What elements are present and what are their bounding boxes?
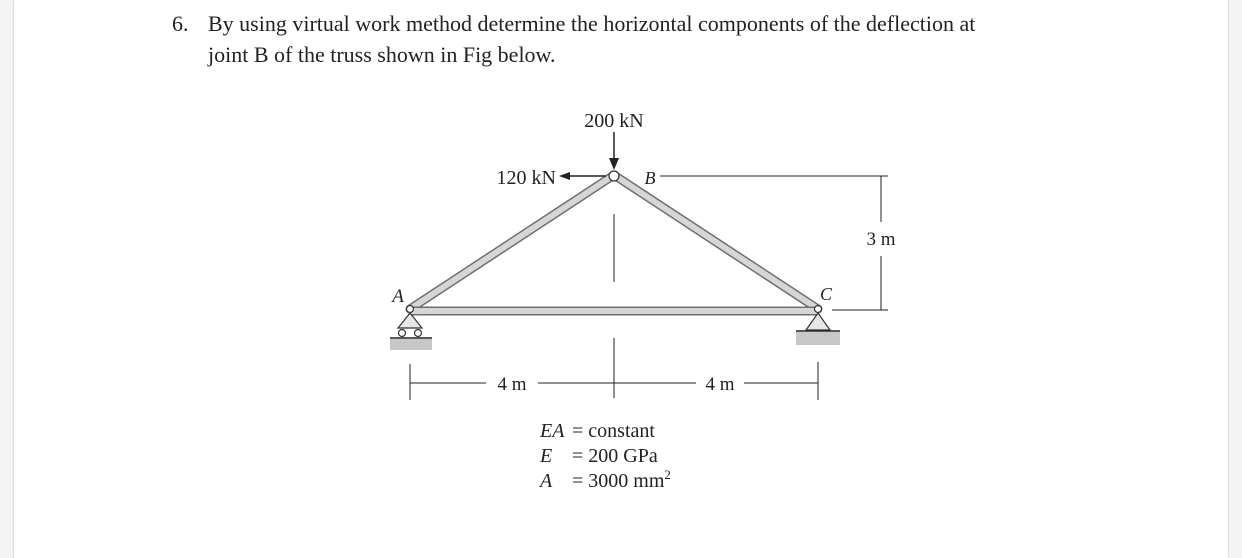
property-e-symbol: E (540, 445, 553, 467)
pin-support-c (796, 313, 840, 345)
joint-b-pin (609, 171, 619, 181)
property-a-symbol: A (540, 470, 553, 492)
joint-c-pin (815, 306, 822, 313)
joint-label-b: B (644, 168, 656, 188)
vertical-load-label: 200 kN (584, 110, 644, 132)
height-dimension-label: 3 m (866, 229, 896, 250)
horizontal-load-label: 120 kN (496, 167, 556, 189)
question-line-2: joint B of the truss shown in Fig below. (208, 42, 556, 67)
vertical-load-arrow (609, 132, 619, 170)
property-a-superscript: 2 (664, 467, 671, 482)
question-number: 6. (172, 11, 189, 36)
joint-label-a: A (392, 286, 404, 307)
property-a-value (572, 467, 671, 492)
property-a-value-text: = 3000 mm (572, 470, 665, 492)
property-ea-value: = constant (572, 420, 655, 442)
joint-label-c: C (819, 284, 833, 304)
span-dimension (410, 338, 818, 400)
height-dimension (660, 176, 888, 310)
joint-a-pin (407, 306, 414, 313)
material-properties (538, 420, 671, 492)
question-line-1: By using virtual work method determine the horizontal components of the deflection at (208, 11, 976, 36)
property-e-value: = 200 GPa (572, 445, 658, 467)
span-left-label: 4 m (497, 374, 527, 395)
span-right-label: 4 m (705, 374, 735, 395)
roller-support-a (390, 313, 432, 350)
horizontal-load-arrow (559, 172, 606, 180)
member-ab (410, 175, 614, 309)
member-bc (614, 175, 818, 309)
property-ea-symbol: EA (540, 420, 565, 442)
